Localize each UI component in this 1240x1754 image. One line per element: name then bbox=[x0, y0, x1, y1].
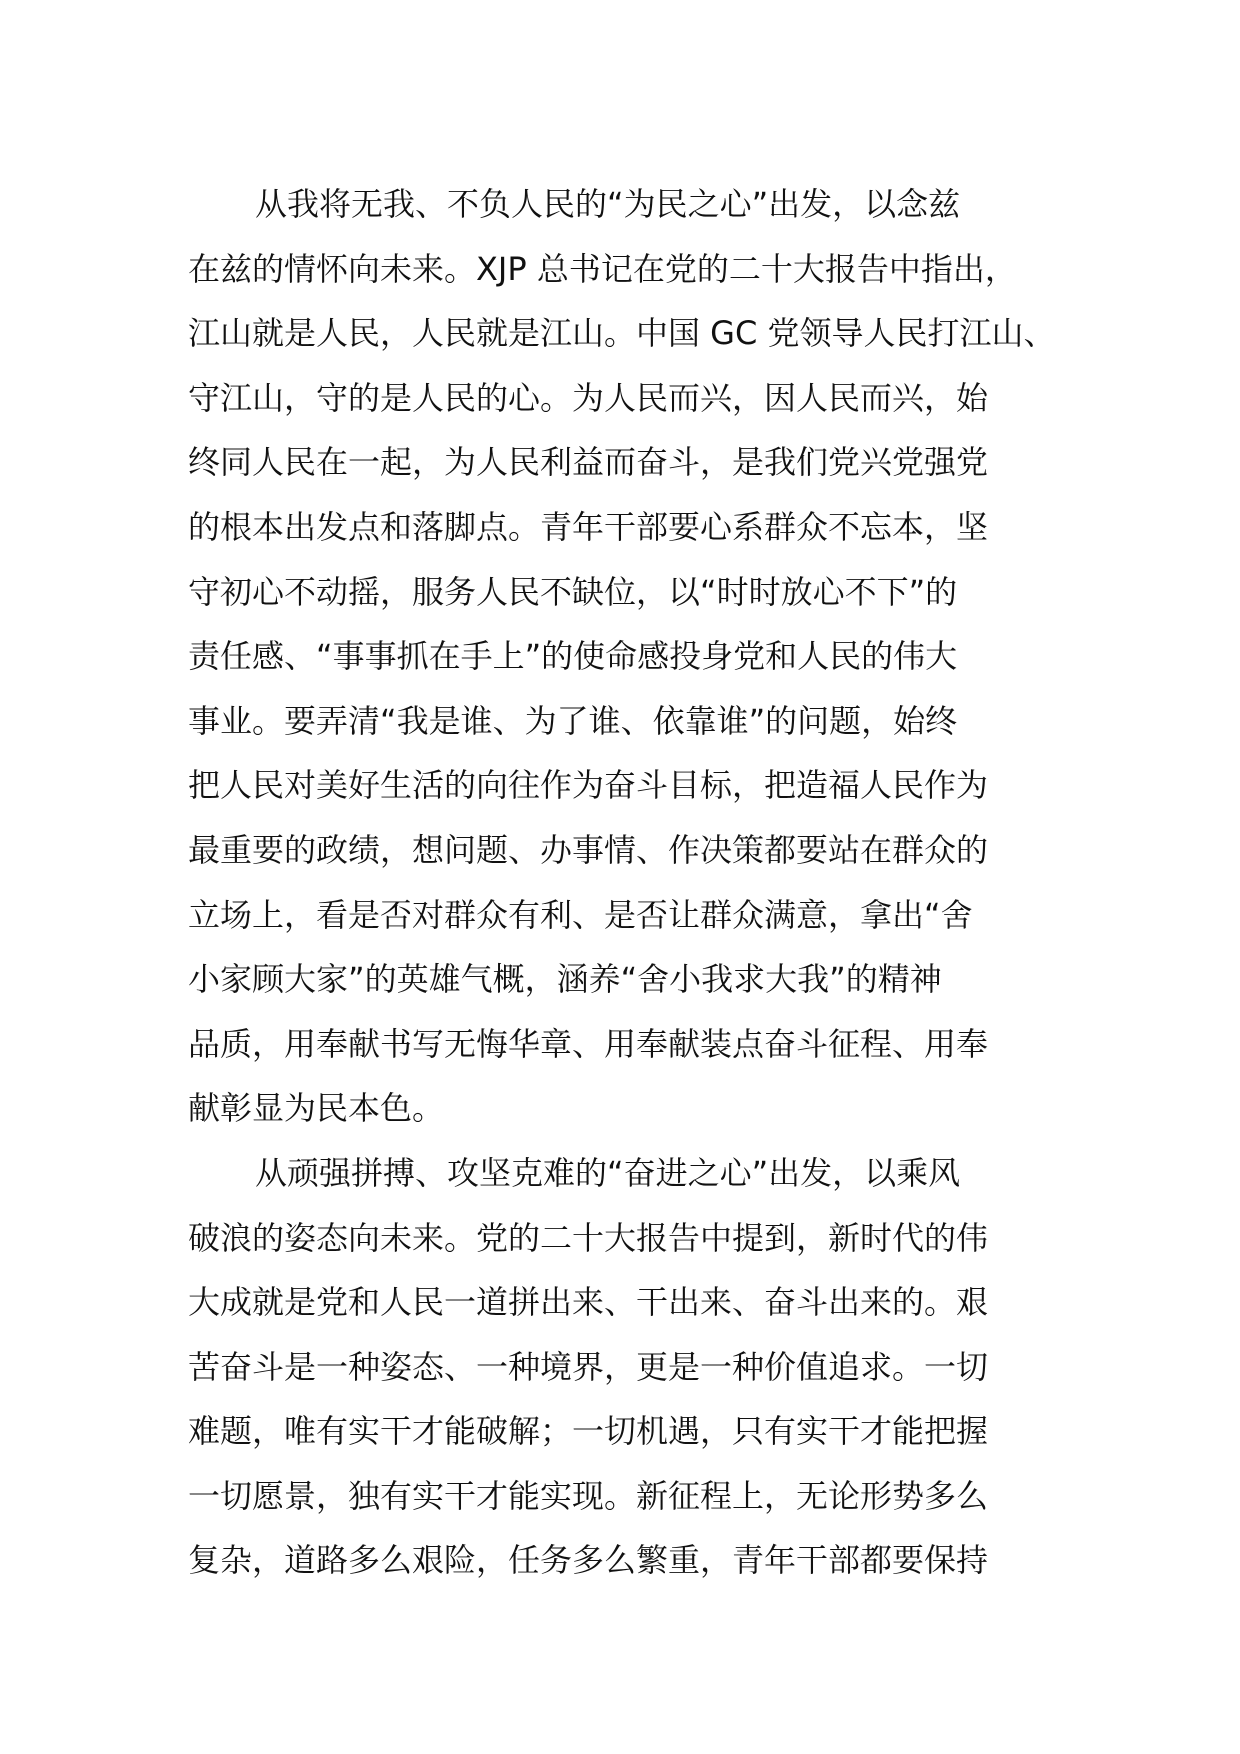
paragraph bbox=[188, 1141, 1058, 1593]
text-line: 最重要的政绩，想问题、办事情、作决策都要站在群众的 bbox=[188, 830, 989, 869]
text-line: 小家顾大家”的英雄气概，涵养“舍小我求大我”的精神 bbox=[188, 960, 942, 999]
text-line: 一切愿景，独有实干才能实现。新征程上，无论形势多么 bbox=[188, 1476, 989, 1515]
paragraph bbox=[188, 172, 1058, 1141]
text-line: 责任感、“事事抓在手上”的使命感投身党和人民的伟大 bbox=[188, 637, 958, 676]
text-line: 献彰显为民本色。 bbox=[188, 1089, 445, 1128]
text-line: 终同人民在一起，为人民利益而奋斗，是我们党兴党强党 bbox=[188, 443, 989, 482]
text-line: 事业。要弄清“我是谁、为了谁、依靠谁”的问题，始终 bbox=[188, 701, 958, 740]
text-line: 苦奋斗是一种姿态、一种境界，更是一种价值追求。一切 bbox=[188, 1347, 989, 1386]
text-line: 江山就是人民，人民就是江山。中国 GC 党领导人民打江山、 bbox=[188, 314, 1056, 353]
text-line: 在兹的情怀向未来。XJP 总书记在党的二十大报告中指出， bbox=[188, 249, 1017, 288]
text-line: 立场上，看是否对群众有利、是否让群众满意，拿出“舍 bbox=[188, 895, 973, 934]
text-line: 品质，用奉献书写无悔华章、用奉献装点奋斗征程、用奉 bbox=[188, 1024, 989, 1063]
text-line: 守江山，守的是人民的心。为人民而兴，因人民而兴，始 bbox=[188, 378, 989, 417]
text-line: 大成就是党和人民一道拼出来、干出来、奋斗出来的。艰 bbox=[188, 1283, 989, 1322]
text-line: 守初心不动摇，服务人民不缺位，以“时时放心不下”的 bbox=[188, 572, 958, 611]
text-line: 的根本出发点和落脚点。青年干部要心系群众不忘本，坚 bbox=[188, 507, 989, 546]
text-line: 从我将无我、不负人民的“为民之心”出发，以念兹 bbox=[255, 185, 961, 223]
text-line: 复杂，道路多么艰险，任务多么繁重，青年干部都要保持 bbox=[188, 1541, 989, 1580]
body-text bbox=[188, 172, 1058, 1593]
text-line: 从顽强拼搏、攻坚克难的“奋进之心”出发，以乘风 bbox=[255, 1153, 961, 1192]
text-line: 难题，唯有实干才能破解；一切机遇，只有实干才能把握 bbox=[188, 1412, 989, 1451]
text-line: 破浪的姿态向未来。党的二十大报告中提到，新时代的伟 bbox=[188, 1218, 989, 1257]
text-line: 把人民对美好生活的向往作为奋斗目标，把造福人民作为 bbox=[188, 766, 989, 805]
